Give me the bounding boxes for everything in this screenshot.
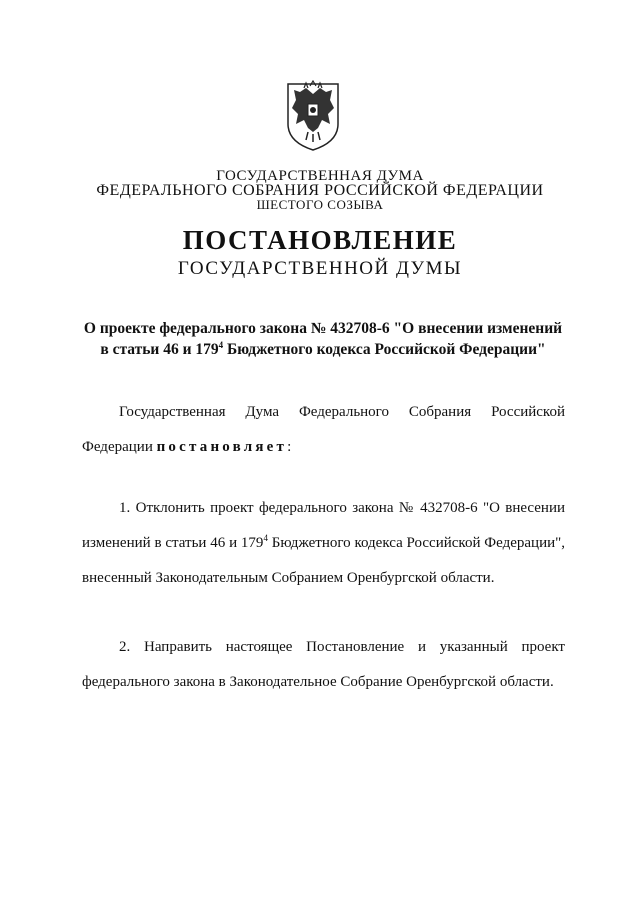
item-2-paragraph: 2. Направить настоящее Постановление и указанный проект федерального закона в Законодательное Собрание Оренбургской области. [82,639,565,690]
subject-text-part2: Бюджетного кодекса Российской Федерации" [223,341,546,358]
convocation-line: ШЕСТОГО СОЗЫВА [256,197,384,212]
item1-text-part2: Бюджетного кодекса Российской Федерации", внесенный Законодательным Собранием Оренбургской области. [82,535,566,586]
intro-paragraph [82,395,565,465]
document-subject [78,318,568,360]
item1-superscript: 4 [263,533,268,543]
item1-text-part1: 1. Отклонить проект федерального закона № 432708-6 "О внесении изменений в статьи 46 и 179 [82,500,565,551]
org-name-line-2: ФЕДЕРАЛЬНОГО СОБРАНИЯ РОССИЙСКОЙ ФЕДЕРАЦИИ [96,182,544,199]
item-1-paragraph [82,491,565,596]
intro-end: : [287,439,292,455]
org-name-line-1: ГОСУДАРСТВЕННАЯ ДУМА [216,168,424,184]
subject-text-part1: О проекте федерального закона № 432708-6 "О внесении изменений в статьи 46 и 179 [83,320,563,358]
document-type-title: ПОСТАНОВЛЕНИЕ [182,225,458,255]
state-emblem-icon [284,80,342,152]
subject-superscript: 4 [218,339,224,350]
intro-text: Государственная Дума Федерального Собрания Российской Федерации [82,404,565,455]
intro-verb: постановляет [156,439,288,455]
document-issuer-subtitle: ГОСУДАРСТВЕННОЙ ДУМЫ [177,258,463,279]
